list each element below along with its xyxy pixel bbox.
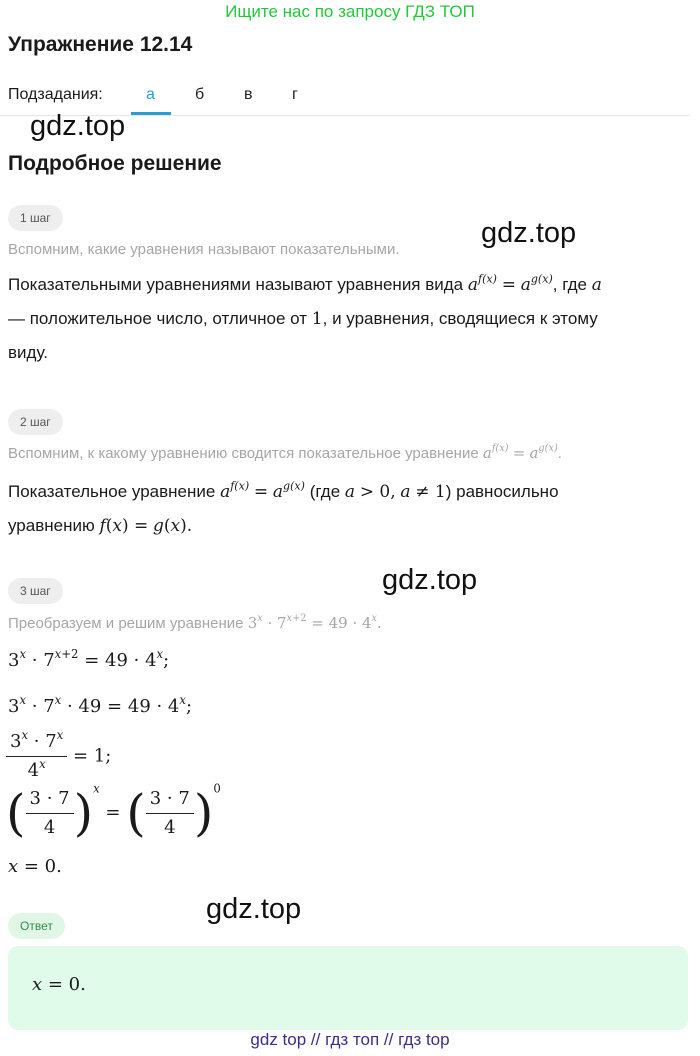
step-3-badge: 3 шаг	[8, 578, 63, 604]
watermark: gdz.top	[382, 564, 478, 596]
subtasks-label: Подзадания:	[8, 86, 103, 103]
search-banner[interactable]: Ищите нас по запросу ГДЗ ТОП	[225, 2, 475, 21]
step-1-text-part: , и уравнения, сводящиеся к этому	[322, 309, 598, 328]
step-3-hint-text: Преобразуем и решим уравнение	[8, 615, 244, 632]
tab-a[interactable]: а	[146, 86, 155, 103]
exercise-title: Упражнение 12.14	[8, 33, 193, 56]
tab-v[interactable]: в	[244, 86, 253, 103]
equation-line-2: $3^x \cdot 7^x \cdot 49 = 49 \cdot 4^x$;	[8, 692, 193, 717]
footer-links[interactable]: gdz top // гдз топ // гдз top	[250, 1030, 450, 1049]
step-1-text-part: виду.	[8, 343, 48, 362]
step-1-text-part: — положительное число, отличное от	[8, 309, 308, 328]
step-2-hint-text: Вспомним, к какому уравнению сводится показательное уравнение	[8, 445, 479, 462]
step-1-text-part: Показательными уравнениями называют уравнения вида	[8, 275, 464, 294]
watermark: gdz.top	[206, 893, 302, 925]
step-2-text-part: уравнению	[8, 516, 95, 535]
answer-value: x = 0.	[32, 974, 86, 995]
step-1-hint: Вспомним, какие уравнения называют показательными.	[8, 241, 400, 258]
equation-line-4: ( $\frac{3 \cdot 7}{4}$ )$^x$ = ( $\frac{3 \cdot 7}{4}$ )$^0$	[6, 781, 221, 842]
step-2-hint: Вспомним, к какому уравнению сводится показательное уравнение $a^{f(x)} = a^{g(x)}$.	[8, 443, 562, 462]
step-3-hint: Преобразуем и решим уравнение $3^x \cdot 7^{x+2} = 49 \cdot 4^x$.	[8, 613, 382, 632]
tab-b[interactable]: б	[195, 86, 205, 103]
step-1-text: Показательными уравнениями называют уравнения вида $a^{f(x)} = a^{g(x)}$, где a — положительное число, отличное от 1, и уравнения, сводящиеся к этому виду.	[8, 272, 602, 362]
equation-line-3: $\frac{3^x \cdot 7^x}{4^x}$ = 1;	[6, 728, 111, 785]
step-2-text-part: ) равносильно	[445, 482, 559, 501]
step-2-text-part: Показательное уравнение	[8, 482, 216, 501]
step-1-text-part: , где	[552, 275, 588, 294]
tab-g[interactable]: г	[292, 86, 298, 103]
answer-box	[8, 946, 688, 1030]
step-1-badge: 1 шаг	[8, 205, 63, 231]
watermark: gdz.top	[481, 217, 577, 249]
watermark: gdz.top	[30, 110, 126, 142]
equation-result: x = 0.	[8, 856, 62, 877]
section-title: Подробное решение	[8, 152, 222, 175]
step-2-text: Показательное уравнение $a^{f(x)} = a^{g(x)}$ (где a > 0, a ≠ 1) равносильно уравнению f(x) = g(x).	[8, 479, 559, 536]
equation-line-1: $3^x \cdot 7^{x+2} = 49 \cdot 4^x$;	[8, 646, 170, 671]
step-2-text-part: (где	[309, 482, 341, 501]
step-2-badge: 2 шаг	[8, 409, 63, 435]
answer-badge: Ответ	[8, 913, 65, 939]
